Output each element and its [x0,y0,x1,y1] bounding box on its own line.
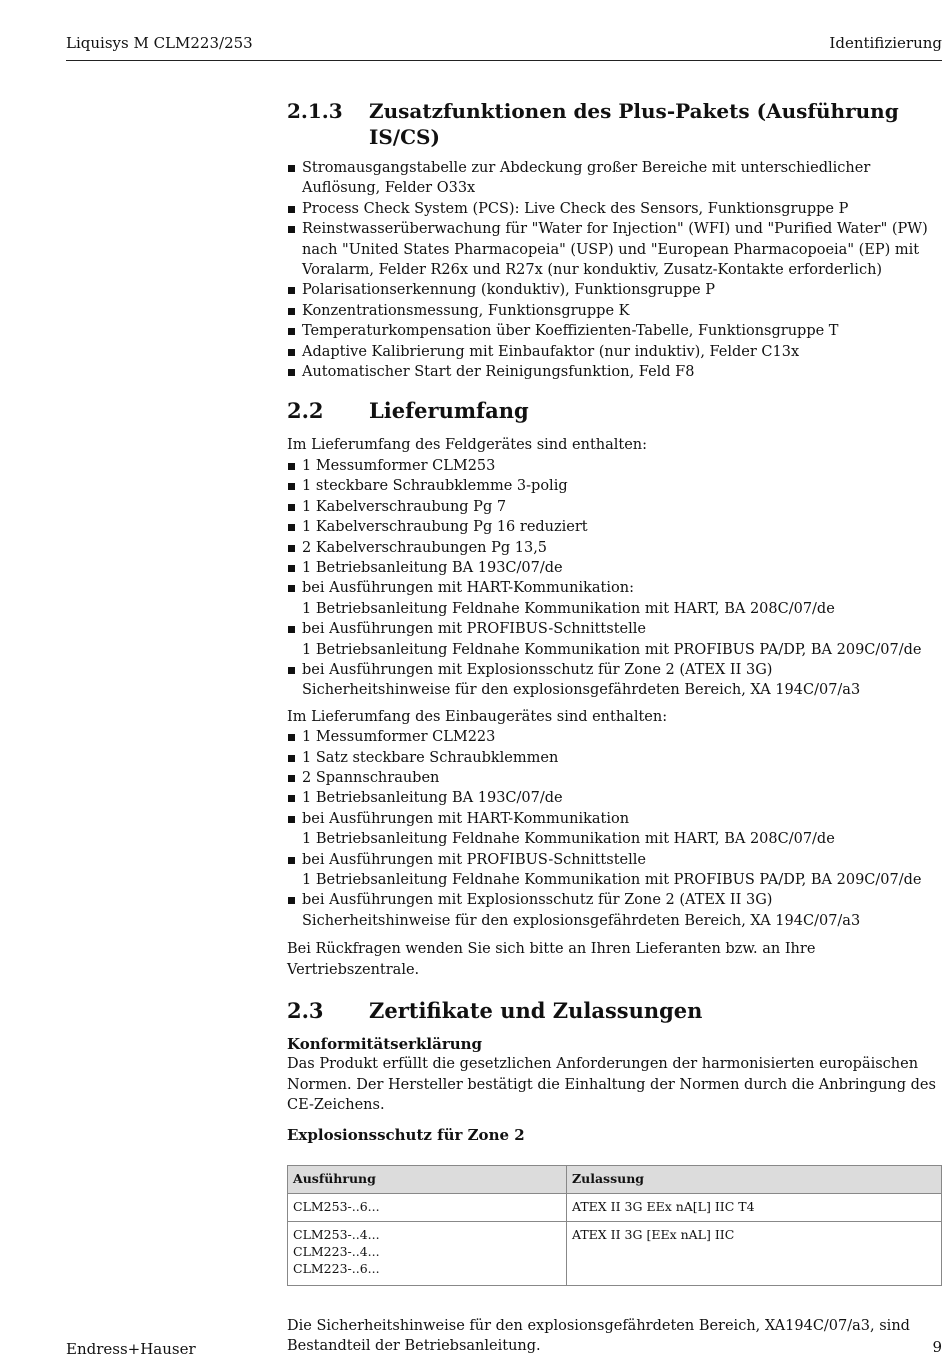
list-item-text: 1 Satz steckbare Schraubklemmen [302,749,559,766]
list-item-text: 2 Spannschrauben [302,769,440,786]
list-item [287,748,942,768]
list-item [287,809,942,850]
list-item-text: 1 Betriebsanleitung BA 193C/07/de [302,790,563,807]
section-heading-2-2 [287,398,942,424]
cell-ausfuehrung [288,1194,567,1222]
cell-line: CLM223-..6... [293,1261,380,1277]
list-item-text: bei Ausführungen mit Explosionsschutz für Zone 2 (ATEX II 3G) [302,661,773,678]
list-item-text: Konzentrationsmessung, Funktionsgruppe K [302,302,630,319]
panel-device-delivery-list [287,727,942,931]
list-item-text: bei Ausführungen mit PROFIBUS-Schnittstelle [302,621,646,638]
list-item-text: 1 Kabelverschraubung Pg 16 reduziert [302,519,588,536]
cell-line: CLM223-..4... [293,1244,380,1260]
cell-line: CLM253-..4... [293,1227,380,1243]
list-item [287,497,942,517]
list-item-text: Polarisationserkennung (konduktiv), Funktionsgruppe P [302,282,715,299]
plus-package-feature-list [287,158,942,382]
page-content [287,98,942,1357]
footer-company: Endress+Hauser [66,1340,196,1358]
table-row [288,1222,942,1286]
list-item [287,280,942,300]
list-item-subtext: Sicherheitshinweise für den explosionsgefährdeten Bereich, XA 194C/07/a3 [302,682,861,699]
list-item-text: Adaptive Kalibrierung mit Einbaufaktor (nur induktiv), Felder C13x [302,343,800,360]
list-item [287,362,942,382]
list-item-text: Stromausgangstabelle zur Abdeckung großer Bereiche mit unterschiedlicher Auflösung, Felder O33x [302,160,871,197]
cell-line: CLM253-..6... [293,1199,380,1215]
list-item-subtext: Sicherheitshinweise für den explosionsgefährdeten Bereich, XA 194C/07/a3 [302,912,861,929]
list-item-text: bei Ausführungen mit HART-Kommunikation [302,810,630,827]
section-title: Zertifikate und Zulassungen [369,998,703,1024]
list-item [287,321,942,341]
section-number: 2.2 [287,398,324,424]
list-item [287,850,942,891]
list-item [287,342,942,362]
list-item-text: Process Check System (PCS): Live Check des Sensors, Funktionsgruppe P [302,200,849,217]
table-row [288,1194,942,1222]
list-item [287,158,942,199]
header-chapter-title: Identifizierung [829,34,942,52]
cell-ausfuehrung [288,1222,567,1286]
approval-table [287,1165,942,1286]
list-item [287,558,942,578]
header-product-title: Liquisys M CLM223/253 [66,34,253,52]
field-device-delivery-list [287,456,942,701]
field-device-intro: Im Lieferumfang des Feldgerätes sind enthalten: [287,437,648,454]
page-header [66,32,942,61]
list-item-text: Reinstwasserüberwachung für "Water for Injection" (WFI) und "Purified Water" (PW) nach "United States Pharmacopeia" (USP) und "European Pharmacopoeia" (EP) mit Voralarm, Felder R26x und R27x (nur konduktiv, Zusatz-Kontakte erforderlich) [302,221,928,279]
list-item-subtext: 1 Betriebsanleitung Feldnahe Kommunikation mit HART, BA 208C/07/de [302,831,835,848]
list-item [287,660,942,701]
list-item [287,301,942,321]
list-item-subtext: 1 Betriebsanleitung Feldnahe Kommunikation mit PROFIBUS PA/DP, BA 209C/07/de [302,872,922,888]
list-item-text: Automatischer Start der Reinigungsfunktion, Feld F8 [302,364,695,381]
section-heading-2-1-3 [287,98,942,150]
list-item [287,538,942,558]
list-item-text: 1 steckbare Schraubklemme 3-polig [302,478,568,495]
table-header-row [288,1166,942,1194]
panel-device-intro: Im Lieferumfang des Einbaugerätes sind enthalten: [287,708,668,725]
list-item-text: bei Ausführungen mit Explosionsschutz für Zone 2 (ATEX II 3G) [302,892,773,909]
footer-page-number: 9 [932,1338,942,1356]
list-item-text: Temperaturkompensation über Koeffizienten-Tabelle, Funktionsgruppe T [302,323,839,340]
section-number: 2.3 [287,998,324,1024]
list-item [287,619,942,660]
delivery-closing-note: Bei Rückfragen wenden Sie sich bitte an Ihren Lieferanten bzw. an Ihre Vertriebszentrale. [287,941,816,978]
column-header-zulassung: Zulassung [567,1166,942,1194]
ex-protection-heading: Explosionsschutz für Zone 2 [287,1125,525,1144]
list-item-text: 2 Kabelverschraubungen Pg 13,5 [302,539,548,556]
section-title: Zusatzfunktionen des Plus-Pakets (Ausführung IS/CS) [369,99,899,149]
list-item-text: 1 Messumformer CLM253 [302,457,496,474]
list-item [287,199,942,219]
list-item-text: 1 Messumformer CLM223 [302,729,496,746]
list-item [287,456,942,476]
cell-zulassung: ATEX II 3G [EEx nAL] IIC [567,1222,942,1286]
list-item-text: 1 Betriebsanleitung BA 193C/07/de [302,559,563,576]
list-item-text: bei Ausführungen mit PROFIBUS-Schnittstelle [302,851,646,868]
list-item [287,890,942,931]
list-item [287,517,942,537]
safety-note: Die Sicherheitshinweise für den explosionsgefährdeten Bereich, XA194C/07/a3, sind Bestandteil der Betriebsanleitung. [287,1318,910,1355]
conformity-heading: Konformitätserklärung [287,1035,483,1054]
list-item [287,788,942,808]
list-item-subtext: 1 Betriebsanleitung Feldnahe Kommunikation mit HART, BA 208C/07/de [302,600,835,617]
section-title: Lieferumfang [369,398,529,424]
list-item [287,768,942,788]
list-item [287,476,942,496]
list-item-text: bei Ausführungen mit HART-Kommunikation: [302,580,634,597]
list-item [287,578,942,619]
section-number: 2.1.3 [287,99,343,123]
list-item [287,727,942,747]
list-item-subtext: 1 Betriebsanleitung Feldnahe Kommunikation mit PROFIBUS PA/DP, BA 209C/07/de [302,641,922,658]
list-item [287,219,942,280]
column-header-ausfuehrung: Ausführung [288,1166,567,1194]
conformity-text: Das Produkt erfüllt die gesetzlichen Anforderungen der harmonisierten europäischen Normen. Der Hersteller bestätigt die Einhaltung der Normen durch die Anbringung des CE-Zeichens. [287,1056,936,1114]
section-heading-2-3 [287,998,942,1024]
list-item-text: 1 Kabelverschraubung Pg 7 [302,498,507,515]
cell-zulassung: ATEX II 3G EEx nA[L] IIC T4 [567,1194,942,1222]
